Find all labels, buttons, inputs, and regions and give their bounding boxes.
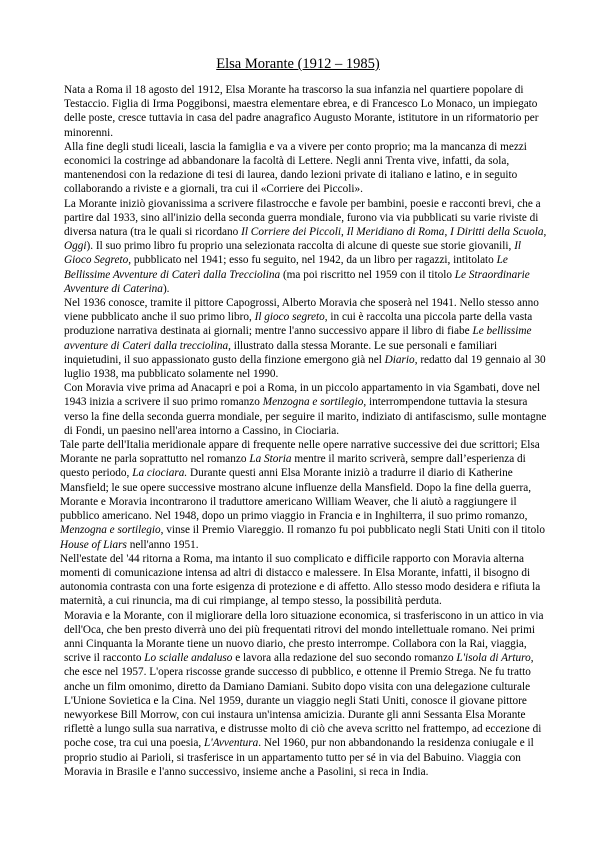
- paragraph-text: Durante questi anni Elsa Morante iniziò a tradurre il diario di Katherine Mansfield; le sue opere successive mostrano alcune influenze della Mansfield. Dopo la fine della guerra, Morante e Moravia incontrarono il traduttore americano William Weaver, che li aiutò a raggiungere il pubblico americano. Nel 1948, dopo un primo viaggio in Francia e in Inghilterra, il suo primo romanzo,: [60, 467, 532, 523]
- paragraph: [60, 83, 550, 140]
- document-title: Elsa Morante (1912 – 1985): [216, 56, 380, 72]
- italic-title-text: Menzogna e sortilegio: [262, 396, 364, 409]
- paragraph-text: . Nel 1960, pur non abbandonando la residenza coniugale e il proprio studio ai Parioli, si trasferisce in un appartamento tutto per sé in via del Babuino. Viaggia con Moravia in Brasile e l'anno successivo, insieme anche a Pasolini, si reca in India.: [64, 737, 534, 778]
- paragraph-text: ,: [341, 226, 347, 239]
- italic-title-text: Il gioco segreto: [254, 311, 325, 324]
- italic-title-text: I Diritti della Scuola: [450, 226, 544, 239]
- paragraph-text: mentre il marito scriverà, sempre dall’esperienza di questo periodo,: [60, 453, 526, 480]
- paragraph: [60, 140, 550, 197]
- paragraph-text: ,: [444, 226, 451, 239]
- paragraph-text: Moravia e la Morante, con il migliorare della loro situazione economica, si trasferiscono in un attico in via dell'Oca, che ben presto diverrà uno dei più frequentati ritrovi del mondo intellettuale romano. Nei primi anni Cinquanta la Morante tiene un nuovo diario, che presto interrompe. Collabora con la Rai, viaggia, scrive il racconto: [64, 609, 544, 665]
- italic-title-text: Diario: [384, 353, 415, 366]
- paragraph: [60, 381, 550, 438]
- paragraph-text: La Morante iniziò giovanissima a scrivere filastrocche e favole per bambini, poesie e racconti brevi, che a partire dal 1933, sino all'inizio della seconda guerra mondiale, furono via via pubblicati su varie riviste di diversa natura (tra le quali si ricordano: [64, 197, 541, 239]
- italic-title-text: Oggi: [64, 240, 87, 253]
- italic-title-text: Le bellissime avventure di Cateri dalla trecciolina: [64, 325, 532, 352]
- italic-title-text: L'isola di Arturo: [456, 652, 531, 665]
- paragraph: [60, 197, 550, 296]
- italic-title-text: Il Corriere dei Piccoli: [241, 226, 341, 239]
- italic-title-text: Il Meridiano di Roma: [346, 226, 445, 239]
- paragraph-text: Nell'estate del '44 ritorna a Roma, ma intanto il suo complicato e difficile rapporto con Moravia alterna momenti di comunicazione intensa ad altri di distacco e malessere. In Elsa Morante, infatti, il bisogno di autonomia contrasta con una forte esigenza di protezione e di affetto. Allo stesso modo desidera e rifiuta la maternità, a cui rinuncia, ma di cui rimpiange, al tempo stesso, la possibilità perduta.: [60, 552, 541, 608]
- paragraph-text: Tale parte dell'Italia meridionale appare di frequente nelle opere narrative successive dei due scrittori; Elsa Morante ne parla soprattutto nel romanzo: [60, 439, 540, 466]
- paragraph: [60, 609, 550, 779]
- paragraph-text: , vinse il Premio Viareggio. Il romanzo fu poi pubblicato negli Stati Uniti con il titolo: [160, 524, 545, 537]
- italic-title-text: Il Gioco Segreto: [64, 240, 522, 267]
- italic-title-text: La Storia: [249, 453, 292, 466]
- italic-title-text: Le Bellissime Avventure di Caterì dalla Trecciolina: [64, 254, 508, 281]
- paragraph-text: nell'anno 1951.: [126, 538, 199, 551]
- italic-title-text: Menzogna e sortilegio: [60, 524, 161, 537]
- italic-title-text: House of Liars: [60, 538, 127, 551]
- paragraph-text: (ma poi riscritto nel 1959 con il titolo: [280, 268, 455, 281]
- paragraph: [60, 552, 550, 609]
- paragraph: [60, 296, 550, 381]
- document-body: [60, 83, 550, 779]
- paragraph-text: , interrompendone tuttavia la stesura verso la fine della seconda guerra mondiale, per seguire il marito, indiziato di antifascismo, sulle montagne di Fondi, un paesino nell'area intorno a Cassino, in Ciociaria.: [64, 396, 547, 437]
- paragraph-text: Nel 1936 conosce, tramite il pittore Capogrossi, Alberto Moravia che sposerà nel 1941. Nello stesso anno viene pubblicato anche il suo primo libro,: [64, 297, 539, 324]
- paragraph-text: Nata a Roma il 18 agosto del 1912, Elsa Morante ha trascorso la sua infanzia nel quartiere popolare di Testaccio. Figlia di Irma Poggibonsi, maestra elementare ebrea, e di Francesco Lo Monaco, un impiegato delle poste, cresce tuttavia in casa del padre anagrafico Augusto Morante, istitutore in un riformatorio per minorenni.: [64, 84, 539, 139]
- paragraph-text: , redatto dal 19 gennaio al 30 luglio 1938, ma pubblicato solamente nel 1990.: [64, 353, 546, 381]
- italic-title-text: Lo scialle andaluso: [144, 652, 233, 665]
- paragraph-text: ). Il suo primo libro fu proprio una selezionata raccolta di alcune di queste sue storie giovanili,: [86, 240, 515, 253]
- italic-title-text: La ciociara.: [132, 467, 188, 480]
- paragraph-text: , illustrato dalla stessa Morante. Le sue personali e familiari inquietudini, il suo appassionato gusto della finzione emergono già nel: [64, 339, 498, 366]
- paragraph-text: ).: [162, 282, 170, 295]
- paragraph-text: ,: [543, 226, 547, 239]
- paragraph-text: Alla fine degli studi liceali, lascia la famiglia e va a vivere per conto proprio; ma la mancanza di mezzi economici la costringe ad abbandonare la facoltà di Lettere. Negli anni Trenta vive, infatti, da sola, mantenendosi con la redazione di tesi di laurea, dando lezioni private di italiano e latino, e in seguito collaborando a riviste e a giornali, tra cui il «Corriere dei Piccoli».: [64, 140, 527, 196]
- paragraph: [60, 438, 550, 552]
- italic-title-text: L'Avventura: [203, 737, 259, 750]
- paragraph-text: e lavora alla redazione del suo secondo romanzo: [232, 652, 457, 665]
- paragraph-text: Con Moravia vive prima ad Anacapri e poi a Roma, in un piccolo appartamento in via Sgambati, dove nel 1943 inizia a scrivere il suo primo romanzo: [64, 382, 541, 409]
- italic-title-text: Le Straordinarie Avventure di Caterina: [64, 268, 530, 295]
- paragraph-text: , che esce nel 1957. L'opera riscosse grande successo di pubblico, e ottenne il Premio Strega. Ne fu tratto anche un film omonimo, diretto da Damiano Damiani. Subito dopo visita con una delegazione culturale L'Unione Sovietica e la Cina. Nel 1959, durante un viaggio negli Stati Uniti, conosce il giovane pittore newyorkese Bill Morrow, con cui instaura un'intensa amicizia. Durante gli anni Sessanta Elsa Morante riflettè a lungo sulla sua narrativa, e distrusse molto di ciò che aveva scritto nel frattempo, ad eccezione di poche cose, tra cui una poesia,: [64, 652, 542, 750]
- paragraph-text: , pubblicato nel 1941; esso fu seguito, nel 1942, da un libro per ragazzi, intitolato: [128, 254, 497, 267]
- paragraph-text: , in cui è raccolta una piccola parte della vasta produzione narrativa destinata ai giornali; mentre l'anno successivo appare il libro di fiabe: [64, 311, 533, 338]
